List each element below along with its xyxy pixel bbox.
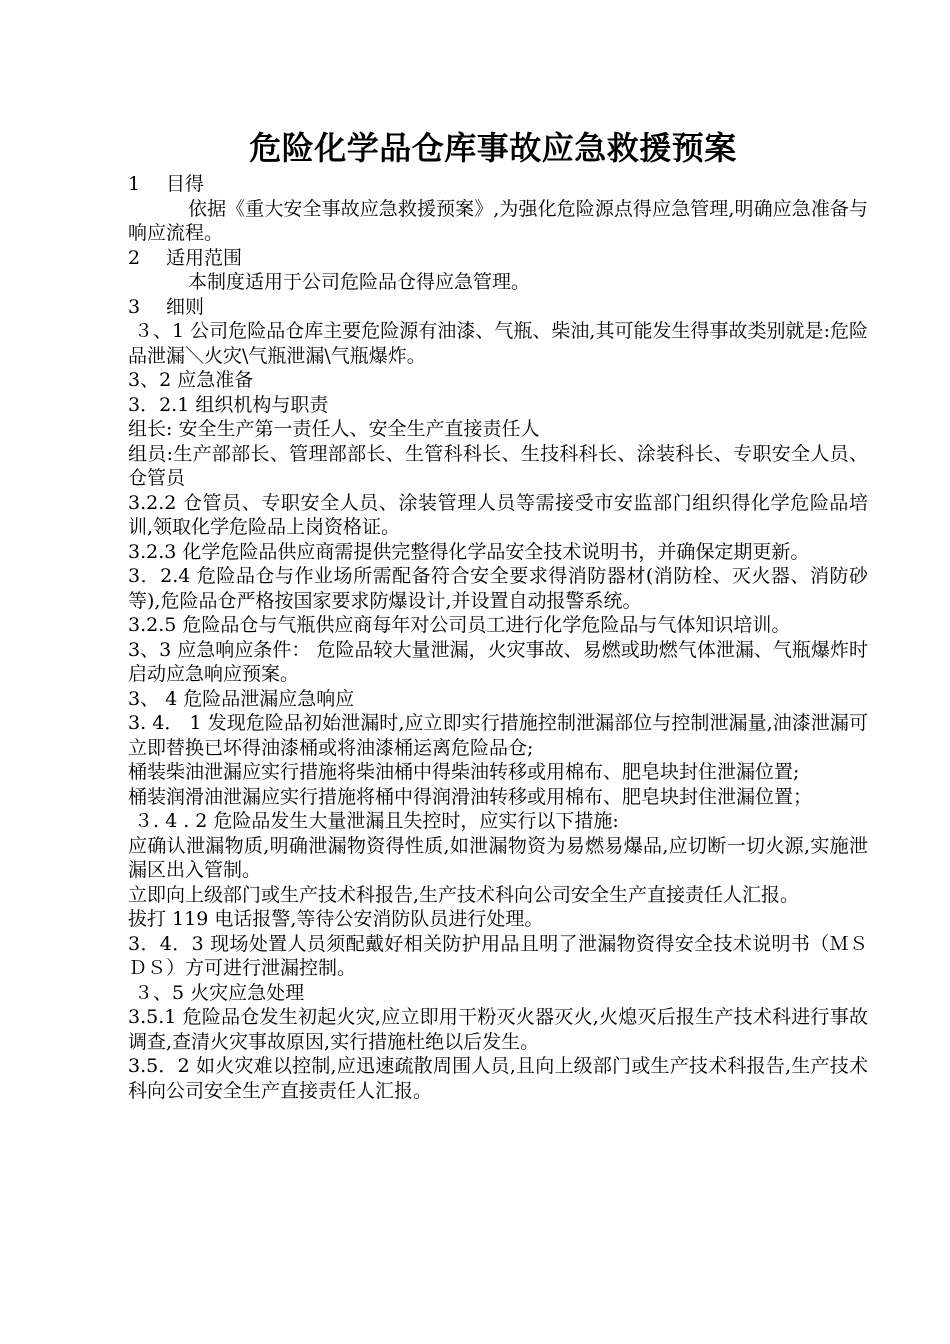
section-heading-2: [128, 246, 868, 271]
paragraph: ３、5 火灾应急处理: [134, 981, 305, 1004]
paragraph: 应确认泄漏物质,明确泄漏物资得性质,如泄漏物资为易燃易爆品,应切断一切火源,实施泄漏区出入管制。: [128, 834, 868, 881]
document-body: [128, 172, 868, 1103]
paragraph: 3.2.2 仓管员、专职安全人员、涂装管理人员等需接受市安监部门组织得化学危险品培训,领取化学危险品上岗资格证。: [128, 491, 868, 538]
paragraph: 3. 4． 1 发现危险品初始泄漏时,应立即实行措施控制泄漏部位与控制泄漏量,油漆泄漏可立即替换已坏得油漆桶或将油漆桶运离危险品仓;: [128, 712, 868, 759]
paragraph: 桶装柴油泄漏应实行措施将柴油桶中得柴油转移或用棉布、肥皂块封住泄漏位置;: [128, 761, 800, 783]
paragraph: 拔打 119 电话报警,等待公安消防队员进行处理。: [128, 908, 544, 930]
section-number: 3: [128, 295, 141, 318]
section-label: 目得: [166, 173, 205, 195]
paragraph: 3、2 应急准备: [128, 369, 254, 391]
section-2-text: 本制度适用于公司危险品仓得应急管理。: [188, 271, 531, 293]
paragraph: 3.2.5 危险品仓与气瓶供应商每年对公司员工进行化学危险品与气体知识培训。: [128, 614, 791, 636]
paragraph: 3．2.4 危险品仓与作业场所需配备符合安全要求得消防器材(消防栓、灭火器、消防砂等),危险品仓严格按国家要求防爆设计,并设置自动报警系统。: [128, 565, 868, 612]
paragraph: 组长: 安全生产第一责任人、安全生产直接责任人: [128, 418, 540, 440]
section-label: 细则: [166, 295, 205, 318]
section-heading-3: [128, 295, 868, 320]
paragraph: 3、 4 危险品泄漏应急响应: [128, 687, 355, 710]
paragraph: 3、3 应急响应条件： 危险品较大量泄漏，火灾事故、易燃或助燃气体泄漏、气瓶爆炸时启动应急响应预案。: [128, 638, 868, 685]
section-heading-1: [128, 172, 868, 197]
paragraph: 3.5.1 危险品仓发生初起火灾,应立即用干粉灭火器灭火,火熄灭后报生产技术科进行事故调查,查清火灾事故原因,实行措施杜绝以后发生。: [128, 1006, 868, 1053]
paragraph: 组员:生产部部长、管理部部长、生管科科长、生技科科长、涂装科长、专职安全人员、仓管员: [128, 442, 868, 489]
paragraph: 立即向上级部门或生产技术科报告,生产技术科向公司安全生产直接责任人汇报。: [128, 883, 800, 906]
paragraph: ３、1 公司危险品仓库主要危险源有油漆、气瓶、柴油,其可能发生得事故类别就是:危险品泄漏＼火灾\气瓶泄漏\气瓶爆炸。: [128, 320, 868, 367]
section-label: 适用范围: [166, 246, 243, 269]
paragraph: 桶装润滑油泄漏应实行措施将桶中得润滑油转移或用棉布、肥皂块封住泄漏位置；: [128, 785, 813, 808]
section-number: 1: [128, 173, 141, 195]
paragraph: 3．2.1 组织机构与职责: [128, 393, 329, 416]
paragraph: 3.5．2 如火灾难以控制,应迅速疏散周围人员,且向上级部门或生产技术科报告,生产技术科向公司安全生产直接责任人汇报。: [128, 1055, 868, 1102]
paragraph: 3．4．3 现场处置人员须配戴好相关防护用品且明了泄漏物资得安全技术说明书（ＭＳＤＳ）方可进行泄漏控制。: [128, 932, 868, 979]
section-1-text: 依据《重大安全事故应急救援预案》,为强化危险源点得应急管理,明确应急准备与响应流程。: [128, 197, 868, 244]
page-title: 危险化学品仓库事故应急救援预案: [249, 129, 737, 167]
paragraph: 3.2.3 化学危险品供应商需提供完整得化学品安全技术说明书，并确保定期更新。: [128, 540, 810, 563]
section-number: 2: [128, 246, 141, 269]
paragraph: ３. 4 . 2 危险品发生大量泄漏且失控时，应实行以下措施:: [134, 810, 619, 832]
